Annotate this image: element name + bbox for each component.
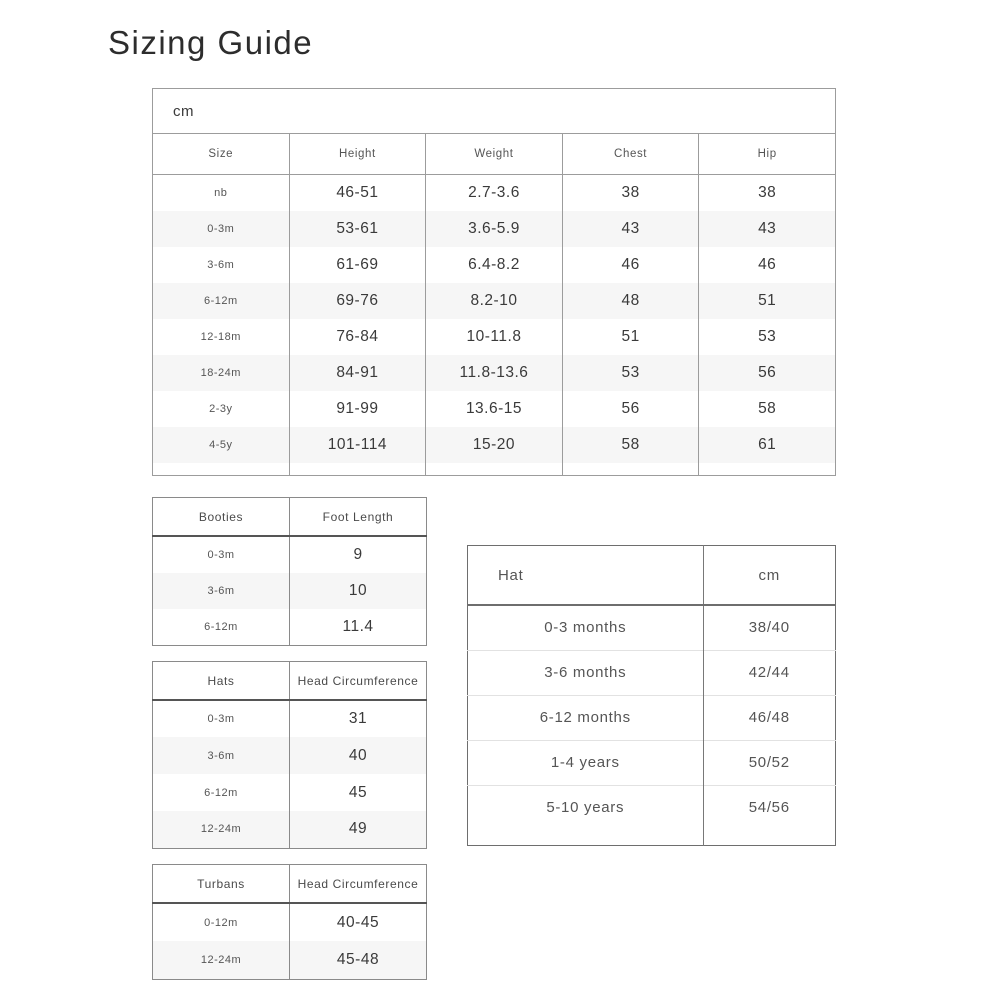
chest-value: 56 (562, 391, 699, 427)
table-row (153, 774, 427, 811)
row-value: 42/44 (703, 650, 835, 695)
size-label: 4-5y (209, 438, 233, 451)
row-value: 10 (290, 573, 427, 610)
height-value: 76-84 (289, 319, 426, 355)
foot-length-header: Foot Length (290, 498, 427, 537)
page-title: Sizing Guide (108, 24, 314, 61)
hat-cm-table (467, 545, 836, 846)
chest-value: 43 (562, 211, 699, 247)
head-circumference-header: Head Circumference (290, 662, 427, 701)
table-row (153, 211, 836, 247)
table-row (153, 175, 836, 211)
column-header-row (153, 134, 836, 175)
hip-value: 56 (699, 355, 836, 391)
row-label: 0-12m (204, 916, 238, 929)
row-label: 12-24m (200, 823, 242, 836)
hat-cm-header-row (468, 546, 836, 606)
row-label: 6-12m (204, 786, 238, 799)
height-value: 46-51 (289, 175, 426, 211)
chest-value: 51 (562, 319, 699, 355)
hip-value: 38 (699, 175, 836, 211)
hat-header: Hat (468, 546, 704, 606)
turbans-header: Turbans (153, 865, 290, 904)
row-label: 3-6 months (468, 650, 704, 695)
weight-value: 2.7-3.6 (426, 175, 563, 211)
booties-header-row (153, 498, 427, 537)
table-row (153, 355, 836, 391)
column-header-chest: Chest (562, 134, 699, 175)
row-label: 0-3m (207, 548, 235, 561)
size-label: nb (214, 186, 228, 199)
row-value: 11.4 (290, 609, 427, 646)
row-label: 1-4 years (468, 740, 704, 785)
table-row (153, 283, 836, 319)
chest-value: 53 (562, 355, 699, 391)
column-header-size: Size (153, 134, 290, 175)
row-label: 12-24m (200, 953, 242, 966)
filler-row (468, 830, 836, 845)
height-value: 84-91 (289, 355, 426, 391)
weight-value: 13.6-15 (426, 391, 563, 427)
row-label: 3-6m (207, 749, 235, 762)
row-value: 50/52 (703, 740, 835, 785)
cm-header: cm (703, 546, 835, 606)
table-row (153, 609, 427, 646)
row-label: 0-3 months (544, 619, 627, 637)
table-row (153, 536, 427, 573)
row-value: 46/48 (703, 695, 835, 740)
unit-row (153, 89, 836, 134)
filler-row (153, 463, 836, 476)
hip-value: 43 (699, 211, 836, 247)
row-label: 3-6m (207, 584, 235, 597)
weight-value: 8.2-10 (426, 283, 563, 319)
table-row (153, 427, 836, 463)
chest-value: 58 (562, 427, 699, 463)
turbans-table (152, 864, 427, 980)
size-label: 3-6m (207, 258, 235, 271)
table-row (468, 740, 836, 785)
row-value: 40-45 (290, 903, 427, 941)
chest-value: 48 (562, 283, 699, 319)
table-row (468, 785, 836, 830)
head-circumference-header: Head Circumference (290, 865, 427, 904)
row-value: 9 (290, 536, 427, 573)
weight-value: 3.6-5.9 (426, 211, 563, 247)
hip-value: 51 (699, 283, 836, 319)
column-header-weight: Weight (426, 134, 563, 175)
row-value: 31 (290, 700, 427, 737)
table-row (468, 605, 836, 650)
size-label: 0-3m (207, 222, 235, 235)
hip-value: 61 (699, 427, 836, 463)
row-value: 54/56 (703, 785, 835, 830)
table-row (468, 650, 836, 695)
row-value: 45-48 (290, 941, 427, 979)
table-row (153, 319, 836, 355)
column-header-height: Height (289, 134, 426, 175)
row-value: 40 (290, 737, 427, 774)
height-value: 69-76 (289, 283, 426, 319)
table-row (153, 573, 427, 610)
size-label: 18-24m (200, 366, 241, 379)
main-size-table (152, 88, 836, 476)
turbans-header-row (153, 865, 427, 904)
row-value: 49 (290, 811, 427, 848)
booties-table (152, 497, 427, 646)
height-value: 53-61 (289, 211, 426, 247)
hats-header-row (153, 662, 427, 701)
row-value: 38/40 (703, 605, 835, 650)
row-value: 45 (290, 774, 427, 811)
hip-value: 53 (699, 319, 836, 355)
table-row (153, 737, 427, 774)
row-label: 6-12 months (468, 695, 704, 740)
table-row (153, 391, 836, 427)
weight-value: 10-11.8 (426, 319, 563, 355)
size-label: 6-12m (203, 294, 238, 307)
height-value: 91-99 (289, 391, 426, 427)
table-row (153, 941, 427, 979)
weight-value: 15-20 (426, 427, 563, 463)
chest-value: 46 (562, 247, 699, 283)
column-header-hip: Hip (699, 134, 836, 175)
height-value: 101-114 (289, 427, 426, 463)
chest-value: 38 (562, 175, 699, 211)
size-label: 2-3y (209, 402, 233, 415)
hip-value: 46 (699, 247, 836, 283)
row-label: 5-10 years (468, 785, 704, 830)
hats-table (152, 661, 427, 849)
height-value: 61-69 (289, 247, 426, 283)
hats-header: Hats (153, 662, 290, 701)
booties-header: Booties (153, 498, 290, 537)
weight-value: 6.4-8.2 (426, 247, 563, 283)
weight-value: 11.8-13.6 (426, 355, 563, 391)
table-row (468, 695, 836, 740)
table-row (153, 247, 836, 283)
row-label: 6-12m (204, 621, 238, 633)
hip-value: 58 (699, 391, 836, 427)
table-row (153, 700, 427, 737)
table-row (153, 903, 427, 941)
row-label: 0-3m (207, 713, 235, 725)
table-row (153, 811, 427, 848)
unit-label: cm (153, 89, 836, 134)
size-label: 12-18m (200, 330, 241, 343)
